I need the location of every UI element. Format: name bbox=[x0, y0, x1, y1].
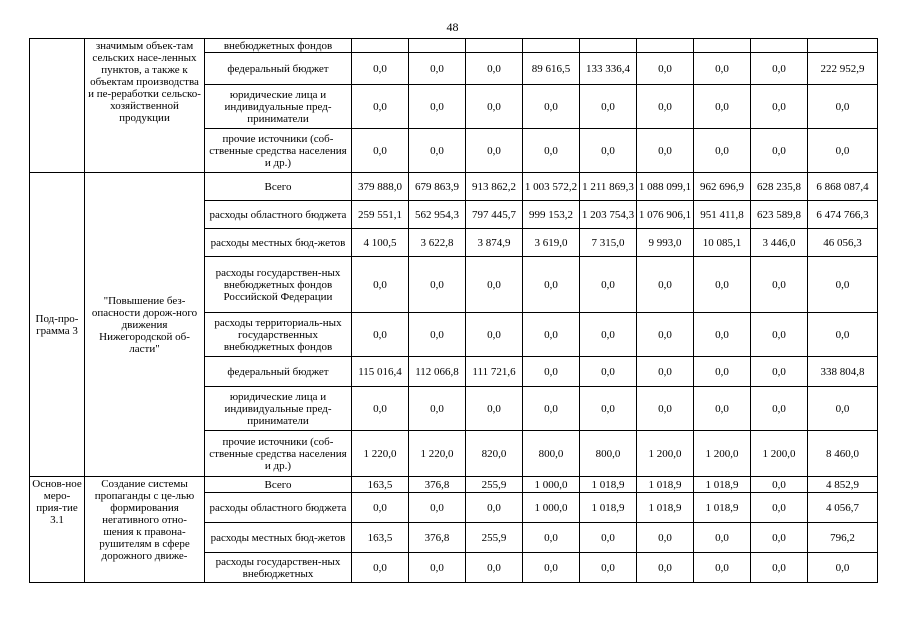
value-cell: 797 445,7 bbox=[466, 201, 523, 229]
value-cell: 3 874,9 bbox=[466, 229, 523, 257]
value-cell: 0,0 bbox=[694, 129, 751, 173]
value-cell: 1 203 754,3 bbox=[580, 201, 637, 229]
value-cell: 0,0 bbox=[352, 387, 409, 431]
value-cell: 0,0 bbox=[523, 553, 580, 583]
value-cell: 0,0 bbox=[466, 85, 523, 129]
value-cell: 0,0 bbox=[523, 85, 580, 129]
value-cell: 0,0 bbox=[637, 257, 694, 313]
program-cell: Под-про-грамма 3 bbox=[30, 173, 85, 477]
total-value-cell: 6 474 766,3 bbox=[808, 201, 878, 229]
funding-source-cell: федеральный бюджет bbox=[205, 53, 352, 85]
value-cell: 1 200,0 bbox=[694, 431, 751, 477]
value-cell bbox=[523, 39, 580, 53]
value-cell: 3 619,0 bbox=[523, 229, 580, 257]
funding-source-cell: Всего bbox=[205, 173, 352, 201]
value-cell: 800,0 bbox=[523, 431, 580, 477]
value-cell: 0,0 bbox=[580, 313, 637, 357]
value-cell: 0,0 bbox=[694, 53, 751, 85]
total-value-cell: 0,0 bbox=[808, 129, 878, 173]
value-cell: 163,5 bbox=[352, 523, 409, 553]
value-cell: 0,0 bbox=[352, 313, 409, 357]
funding-source-cell: внебюджетных фондов bbox=[205, 39, 352, 53]
total-value-cell: 0,0 bbox=[808, 387, 878, 431]
value-cell: 0,0 bbox=[409, 53, 466, 85]
funding-source-cell: прочие источники (соб-ственные средства населения и др.) bbox=[205, 431, 352, 477]
value-cell: 623 589,8 bbox=[751, 201, 808, 229]
value-cell: 679 863,9 bbox=[409, 173, 466, 201]
value-cell: 628 235,8 bbox=[751, 173, 808, 201]
funding-source-cell: юридические лица и индивидуальные пред-приниматели bbox=[205, 387, 352, 431]
funding-source-cell: расходы областного бюджета bbox=[205, 493, 352, 523]
funding-source-cell: расходы государствен-ных внебюджетных фондов Российской Федерации bbox=[205, 257, 352, 313]
value-cell bbox=[580, 39, 637, 53]
value-cell: 0,0 bbox=[466, 553, 523, 583]
value-cell: 10 085,1 bbox=[694, 229, 751, 257]
value-cell: 0,0 bbox=[694, 357, 751, 387]
value-cell: 1 018,9 bbox=[694, 493, 751, 523]
funding-source-cell: расходы областного бюджета bbox=[205, 201, 352, 229]
value-cell: 0,0 bbox=[580, 85, 637, 129]
value-cell bbox=[694, 39, 751, 53]
value-cell: 112 066,8 bbox=[409, 357, 466, 387]
value-cell: 0,0 bbox=[751, 85, 808, 129]
value-cell bbox=[409, 39, 466, 53]
value-cell: 4 100,5 bbox=[352, 229, 409, 257]
title-cell: "Повышение без-опасности дорож-ного движения Нижегородской об-ласти" bbox=[85, 173, 205, 477]
value-cell: 0,0 bbox=[409, 387, 466, 431]
value-cell: 0,0 bbox=[580, 357, 637, 387]
table-body bbox=[30, 39, 878, 583]
value-cell: 1 200,0 bbox=[751, 431, 808, 477]
value-cell: 0,0 bbox=[466, 53, 523, 85]
total-value-cell: 0,0 bbox=[808, 553, 878, 583]
value-cell: 0,0 bbox=[637, 313, 694, 357]
total-value-cell: 0,0 bbox=[808, 257, 878, 313]
total-value-cell: 0,0 bbox=[808, 313, 878, 357]
total-value-cell: 4 056,7 bbox=[808, 493, 878, 523]
funding-source-cell: расходы местных бюд-жетов bbox=[205, 229, 352, 257]
value-cell: 0,0 bbox=[523, 357, 580, 387]
budget-table bbox=[29, 38, 878, 583]
total-value-cell: 338 804,8 bbox=[808, 357, 878, 387]
value-cell: 163,5 bbox=[352, 477, 409, 493]
value-cell: 0,0 bbox=[694, 257, 751, 313]
value-cell: 133 336,4 bbox=[580, 53, 637, 85]
value-cell: 0,0 bbox=[409, 553, 466, 583]
value-cell: 1 018,9 bbox=[580, 477, 637, 493]
value-cell: 0,0 bbox=[580, 553, 637, 583]
funding-source-cell: прочие источники (соб-ственные средства населения и др.) bbox=[205, 129, 352, 173]
value-cell: 0,0 bbox=[466, 257, 523, 313]
value-cell: 0,0 bbox=[751, 257, 808, 313]
value-cell: 0,0 bbox=[751, 553, 808, 583]
value-cell: 111 721,6 bbox=[466, 357, 523, 387]
value-cell: 0,0 bbox=[751, 53, 808, 85]
value-cell: 1 076 906,1 bbox=[637, 201, 694, 229]
value-cell: 0,0 bbox=[751, 523, 808, 553]
value-cell: 0,0 bbox=[694, 313, 751, 357]
value-cell: 0,0 bbox=[580, 257, 637, 313]
value-cell: 1 000,0 bbox=[523, 477, 580, 493]
value-cell: 0,0 bbox=[352, 85, 409, 129]
value-cell: 0,0 bbox=[694, 553, 751, 583]
value-cell: 0,0 bbox=[352, 129, 409, 173]
value-cell: 89 616,5 bbox=[523, 53, 580, 85]
value-cell: 259 551,1 bbox=[352, 201, 409, 229]
value-cell: 0,0 bbox=[523, 523, 580, 553]
value-cell: 0,0 bbox=[694, 387, 751, 431]
value-cell: 0,0 bbox=[523, 257, 580, 313]
value-cell: 376,8 bbox=[409, 523, 466, 553]
value-cell: 0,0 bbox=[352, 553, 409, 583]
funding-source-cell: юридические лица и индивидуальные пред-приниматели bbox=[205, 85, 352, 129]
value-cell: 0,0 bbox=[751, 387, 808, 431]
value-cell: 913 862,2 bbox=[466, 173, 523, 201]
value-cell: 1 018,9 bbox=[637, 493, 694, 523]
value-cell: 0,0 bbox=[466, 313, 523, 357]
value-cell: 0,0 bbox=[637, 553, 694, 583]
value-cell bbox=[466, 39, 523, 53]
table-row bbox=[30, 173, 878, 201]
value-cell: 1 003 572,2 bbox=[523, 173, 580, 201]
value-cell: 0,0 bbox=[637, 387, 694, 431]
value-cell: 0,0 bbox=[409, 129, 466, 173]
value-cell: 0,0 bbox=[637, 85, 694, 129]
value-cell: 0,0 bbox=[409, 85, 466, 129]
value-cell: 0,0 bbox=[409, 313, 466, 357]
title-cell: значимым объек-там сельских насе-ленных пунктов, а также к объектам производства и пе-реработки сельско-хозяйственной продукции bbox=[85, 39, 205, 173]
value-cell: 255,9 bbox=[466, 477, 523, 493]
value-cell: 1 200,0 bbox=[637, 431, 694, 477]
value-cell: 379 888,0 bbox=[352, 173, 409, 201]
value-cell: 0,0 bbox=[580, 523, 637, 553]
program-cell bbox=[30, 39, 85, 173]
value-cell: 0,0 bbox=[694, 85, 751, 129]
value-cell: 1 220,0 bbox=[409, 431, 466, 477]
value-cell: 0,0 bbox=[751, 493, 808, 523]
program-cell: Основ-ное меро-прия-тие 3.1 bbox=[30, 477, 85, 583]
value-cell: 999 153,2 bbox=[523, 201, 580, 229]
value-cell: 1 018,9 bbox=[637, 477, 694, 493]
value-cell bbox=[352, 39, 409, 53]
value-cell: 0,0 bbox=[523, 313, 580, 357]
total-value-cell: 0,0 bbox=[808, 85, 878, 129]
funding-source-cell: федеральный бюджет bbox=[205, 357, 352, 387]
value-cell: 0,0 bbox=[409, 493, 466, 523]
total-value-cell: 6 868 087,4 bbox=[808, 173, 878, 201]
value-cell: 0,0 bbox=[637, 523, 694, 553]
value-cell: 1 088 099,1 bbox=[637, 173, 694, 201]
value-cell: 800,0 bbox=[580, 431, 637, 477]
value-cell: 0,0 bbox=[694, 523, 751, 553]
table-row bbox=[30, 477, 878, 493]
title-cell: Создание системы пропаганды с це-лью формирования негативного отно-шения к правона-рушителям в сфере дорожного движе- bbox=[85, 477, 205, 583]
total-value-cell: 4 852,9 bbox=[808, 477, 878, 493]
value-cell: 3 446,0 bbox=[751, 229, 808, 257]
value-cell bbox=[637, 39, 694, 53]
value-cell: 0,0 bbox=[409, 257, 466, 313]
value-cell: 562 954,3 bbox=[409, 201, 466, 229]
value-cell: 0,0 bbox=[523, 129, 580, 173]
funding-source-cell: Всего bbox=[205, 477, 352, 493]
value-cell: 962 696,9 bbox=[694, 173, 751, 201]
value-cell: 9 993,0 bbox=[637, 229, 694, 257]
value-cell: 0,0 bbox=[466, 493, 523, 523]
value-cell: 0,0 bbox=[637, 129, 694, 173]
value-cell: 1 018,9 bbox=[694, 477, 751, 493]
value-cell: 376,8 bbox=[409, 477, 466, 493]
value-cell: 1 220,0 bbox=[352, 431, 409, 477]
value-cell: 0,0 bbox=[352, 257, 409, 313]
page-number: 48 bbox=[446, 20, 459, 34]
value-cell: 0,0 bbox=[466, 129, 523, 173]
value-cell: 0,0 bbox=[751, 357, 808, 387]
total-value-cell: 796,2 bbox=[808, 523, 878, 553]
value-cell: 1 211 869,3 bbox=[580, 173, 637, 201]
funding-source-cell: расходы территориаль-ных государственных внебюджетных фондов bbox=[205, 313, 352, 357]
value-cell: 0,0 bbox=[352, 493, 409, 523]
value-cell: 255,9 bbox=[466, 523, 523, 553]
value-cell: 1 018,9 bbox=[580, 493, 637, 523]
value-cell: 951 411,8 bbox=[694, 201, 751, 229]
value-cell: 1 000,0 bbox=[523, 493, 580, 523]
value-cell: 0,0 bbox=[523, 387, 580, 431]
total-value-cell: 8 460,0 bbox=[808, 431, 878, 477]
value-cell: 0,0 bbox=[751, 477, 808, 493]
value-cell: 0,0 bbox=[637, 53, 694, 85]
funding-source-cell: расходы местных бюд-жетов bbox=[205, 523, 352, 553]
funding-source-cell: расходы государствен-ных внебюджетных bbox=[205, 553, 352, 583]
value-cell: 0,0 bbox=[580, 129, 637, 173]
total-value-cell bbox=[808, 39, 878, 53]
value-cell bbox=[751, 39, 808, 53]
total-value-cell: 222 952,9 bbox=[808, 53, 878, 85]
value-cell: 0,0 bbox=[751, 313, 808, 357]
total-value-cell: 46 056,3 bbox=[808, 229, 878, 257]
value-cell: 3 622,8 bbox=[409, 229, 466, 257]
value-cell: 7 315,0 bbox=[580, 229, 637, 257]
value-cell: 0,0 bbox=[580, 387, 637, 431]
value-cell: 115 016,4 bbox=[352, 357, 409, 387]
value-cell: 0,0 bbox=[466, 387, 523, 431]
value-cell: 0,0 bbox=[751, 129, 808, 173]
value-cell: 0,0 bbox=[352, 53, 409, 85]
table-row bbox=[30, 39, 878, 53]
value-cell: 0,0 bbox=[637, 357, 694, 387]
value-cell: 820,0 bbox=[466, 431, 523, 477]
